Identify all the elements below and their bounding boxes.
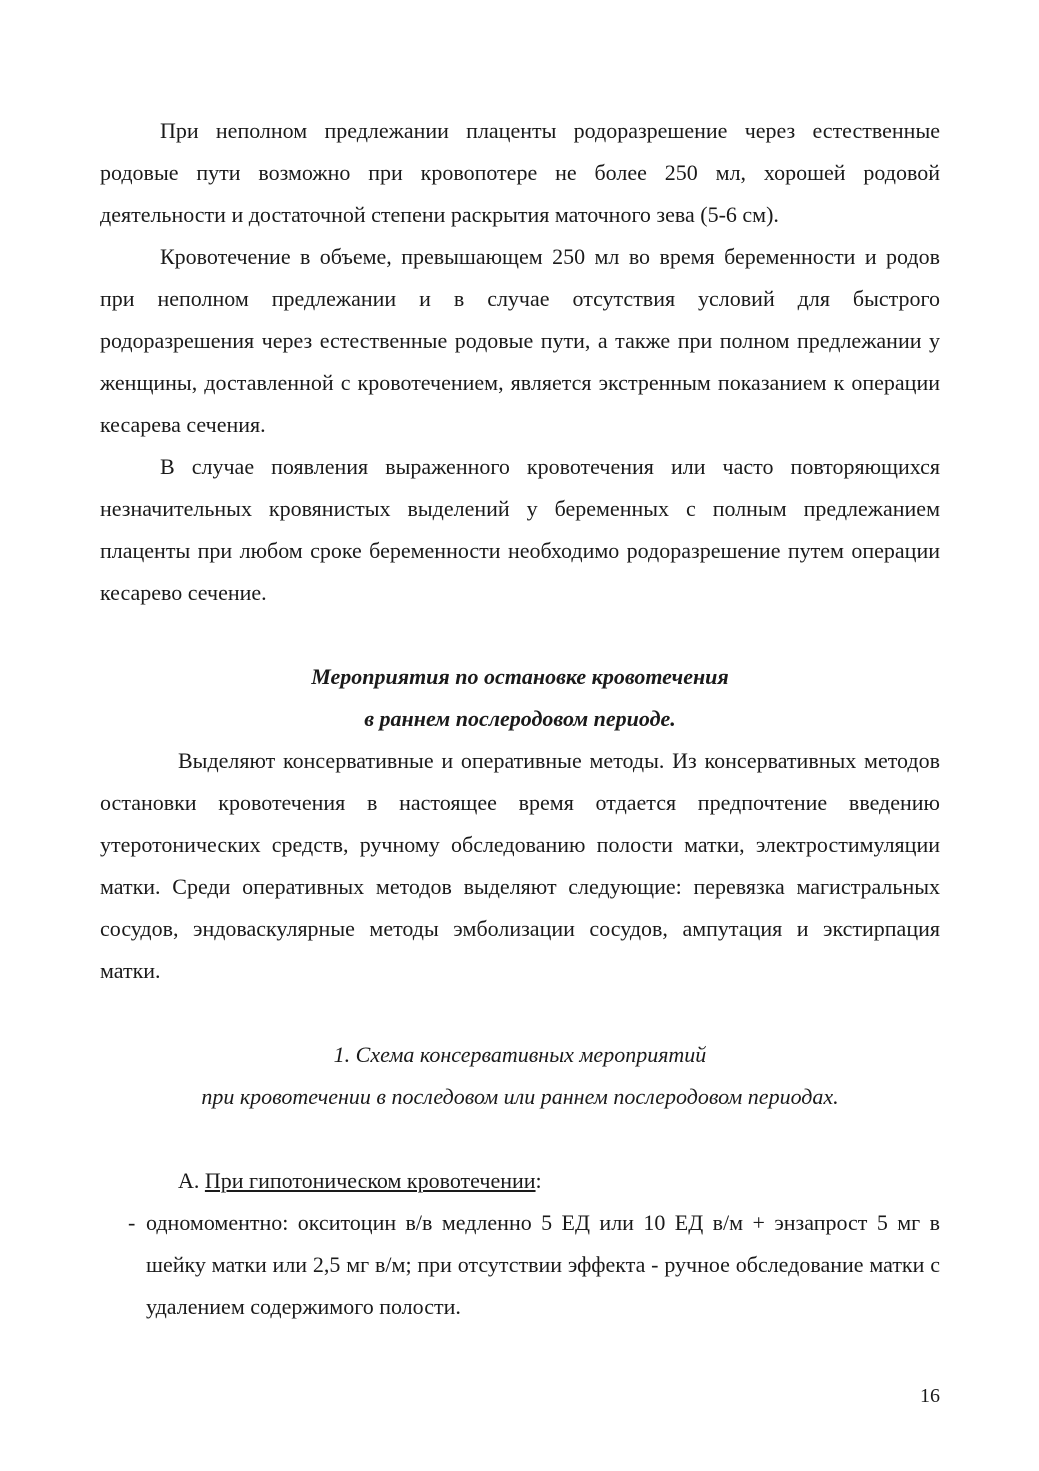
item-a-title: При гипотоническом кровотечении: [204, 1168, 536, 1193]
page-number: 16: [920, 1385, 940, 1407]
section-title-line-2: в раннем послеродовом периоде.: [364, 706, 676, 731]
spacer: [100, 992, 940, 1034]
section-title-line-1: Мероприятия по остановке кровотечения: [311, 664, 729, 689]
paragraph-complete-previa: В случае появления выраженного кровотечения или часто повторяющихся незначительных кровянистых выделений у беременных с полным предлежанием плаценты при любом сроке беременности необходимо родоразрешение путем операции кесарево сечение.: [100, 454, 940, 605]
spacer: [100, 1118, 940, 1160]
scheme-title-line-1: 1. Схема консервативных мероприятий: [333, 1042, 707, 1067]
spacer: [100, 614, 940, 656]
list-item-text: одномоментно: окситоцин в/в медленно 5 ЕД или 10 ЕД в/м + энзапрост 5 мг в шейку матки или 2,5 мг в/м; при отсутствии эффекта - ручное обследование матки с удалением содержимого полости.: [146, 1210, 940, 1319]
paragraph-bleeding-volume: Кровотечение в объеме, превышающем 250 мл во время беременности и родов при неполном предлежании и в случае отсутствия условий для быстрого родоразрешения через естественные родовые пути, а также при полном предлежании у женщины, доставленной с кровотечением, является экстренным показанием к операции кесарева сечения.: [100, 244, 940, 437]
item-a-prefix: А.: [178, 1168, 200, 1193]
paragraph-methods: Выделяют консервативные и оперативные методы. Из консервативных методов остановки кровотечения в настоящее время отдается предпочтение введению утеротонических средств, ручному обследованию полости матки, электростимуляции матки. Среди оперативных методов выделяют следующие: перевязка магистральных сосудов, эндоваскулярные методы эмболизации сосудов, ампутация и экстирпация матки.: [100, 748, 940, 983]
page-content: [100, 110, 940, 1328]
item-a-heading: [100, 1160, 940, 1202]
list-dash: -: [128, 1210, 136, 1235]
list-item: [100, 1202, 940, 1328]
scheme-title-line-2: при кровотечении в последовом или раннем послеродовом периодах.: [201, 1084, 839, 1109]
item-a-colon: :: [535, 1168, 542, 1193]
paragraph-incomplete-previa: При неполном предлежании плаценты родоразрешение через естественные родовые пути возможно при кровопотере не более 250 мл, хорошей родовой деятельности и достаточной степени раскрытия маточного зева (5-6 см).: [100, 118, 940, 227]
